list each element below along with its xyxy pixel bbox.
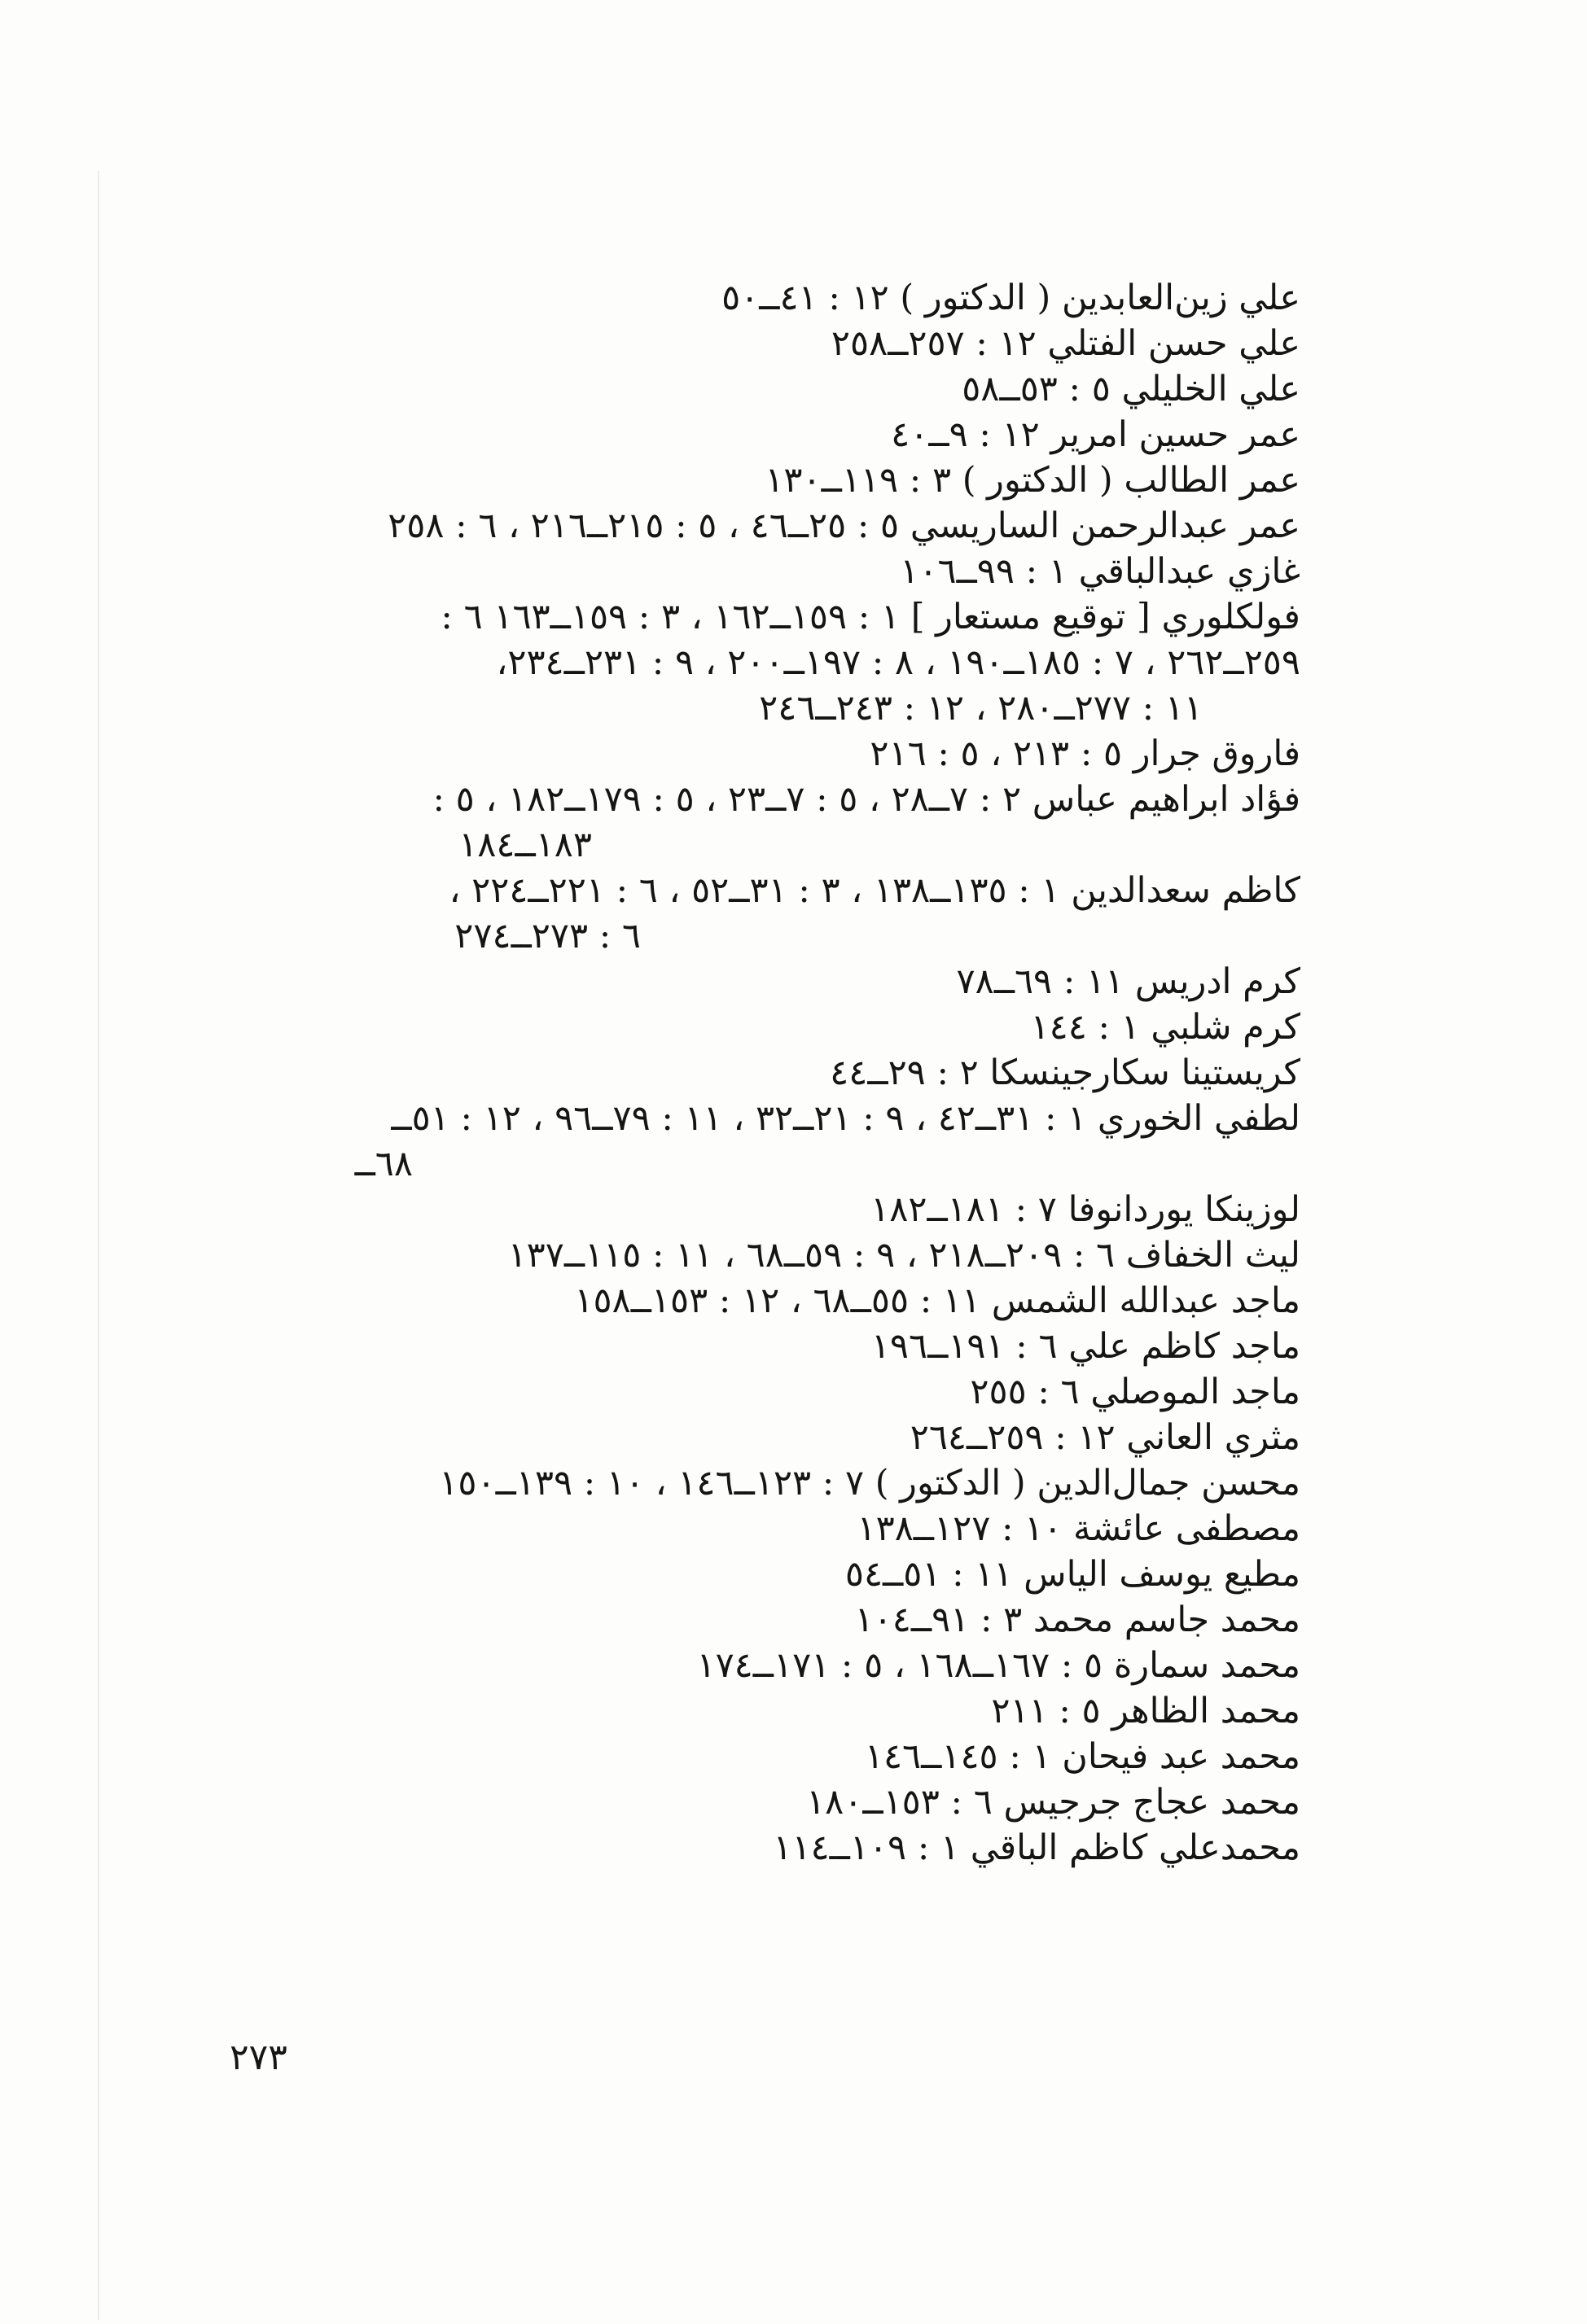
entry-text: ليث الخفاف ٦ : ٢٠٩ــ٢١٨ ، ٩ : ٥٩ــ٦٨ ، ١١ : ١١٥ــ١٣٧ [507,1235,1300,1276]
index-entry [193,1187,1300,1232]
index-entry [193,1415,1300,1460]
page-number: ٢٧٣ [230,2037,287,2078]
entry-text: عمر الطالب ( الدكتور ) ٣ : ١١٩ــ١٣٠ [765,460,1300,501]
entry-text: محمد عجاج جرجيس ٦ : ١٥٣ــ١٨٠ [806,1782,1300,1823]
scan-edge-line [98,171,99,2320]
index-entry [193,594,1300,731]
index-entry [193,777,1300,868]
entry-continuation: ١٨٣ــ١٨٤ [458,825,592,865]
index-entry [193,959,1300,1004]
entry-text: ماجد عبدالله الشمس ١١ : ٥٥ــ٦٨ ، ١٢ : ١٥٣ــ١٥٨ [574,1280,1300,1321]
author-index-list [193,275,1300,1871]
entry-text: فولكلوري [ توقيع مستعار ] ١ : ١٥٩ــ١٦٢ ، ٣ : ١٥٩ــ١٦٣ ٦ : [441,597,1300,637]
index-entry [193,1506,1300,1552]
entry-text: كرم شلبي ١ : ١٤٤ [1030,1007,1300,1048]
index-entry [193,1460,1300,1506]
index-entry [193,275,1300,321]
entry-text: محمدعلي كاظم الباقي ١ : ١٠٩ــ١١٤ [773,1827,1300,1868]
entry-text: فاروق جرار ٥ : ٢١٣ ، ٥ : ٢١٦ [870,733,1300,774]
index-entry [193,1232,1300,1278]
entry-continuation: ١١ : ٢٧٧ــ٢٨٠ ، ١٢ : ٢٤٣ــ٢٤٦ [759,688,1203,729]
index-entry [193,1050,1300,1096]
index-entry [193,1779,1300,1825]
index-entry [193,1004,1300,1050]
index-entry [193,868,1300,959]
entry-text: كرم ادريس ١١ : ٦٩ــ٧٨ [956,961,1300,1002]
entry-text: لوزينكا يوردانوفا ٧ : ١٨١ــ١٨٢ [870,1189,1300,1230]
index-entry [193,1825,1300,1871]
index-entry [193,1096,1300,1187]
entry-text: محمد سمارة ٥ : ١٦٧ــ١٦٨ ، ٥ : ١٧١ــ١٧٤ [696,1645,1300,1686]
entry-text: فؤاد ابراهيم عباس ٢ : ٧ــ٢٨ ، ٥ : ٧ــ٢٣ ، ٥ : ١٧٩ــ١٨٢ ، ٥ : [432,779,1300,820]
entry-text: كريستينا سكارجينسكا ٢ : ٢٩ــ٤٤ [830,1053,1300,1093]
index-entry [193,731,1300,777]
entry-text: عمر عبدالرحمن الساريسي ٥ : ٢٥ــ٤٦ ، ٥ : ٢١٥ــ٢١٦ ، ٦ : ٢٥٨ [388,506,1300,546]
index-entry [193,503,1300,549]
entry-continuation: ٢٥٩ــ٢٦٢ ، ٧ : ١٨٥ــ١٩٠ ، ٨ : ١٩٧ــ٢٠٠ ، ٩ : ٢٣١ــ٢٣٤، [496,642,1300,683]
entry-text: محمد الظاهر ٥ : ٢١١ [991,1691,1300,1731]
entry-text: مصطفى عائشة ١٠ : ١٢٧ــ١٣٨ [857,1508,1300,1549]
entry-text: علي حسن الفتلي ١٢ : ٢٥٧ــ٢٥٨ [831,323,1300,364]
index-entry [193,457,1300,503]
entry-text: علي زين‌العابدين ( الدكتور ) ١٢ : ٤١ــ٥٠ [721,278,1300,318]
entry-text: محمد جاسم محمد ٣ : ٩١ــ١٠٤ [854,1600,1300,1640]
index-entry [193,1643,1300,1688]
entry-text: محسن جمال‌الدين ( الدكتور ) ٧ : ١٢٣ــ١٤٦ ، ١٠ : ١٣٩ــ١٥٠ [439,1463,1300,1503]
entry-text: غازي عبدالباقي ١ : ٩٩ــ١٠٦ [900,551,1300,592]
index-entry [193,412,1300,457]
entry-text: علي الخليلي ٥ : ٥٣ــ٥٨ [962,369,1300,409]
entry-text: لطفي الخوري ١ : ٣١ــ٤٢ ، ٩ : ٢١ــ٣٢ ، ١١ : ٧٩ــ٩٦ ، ١٢ : ٥١ــ [391,1098,1300,1139]
entry-text: محمد عبد فيحان ١ : ١٤٥ــ١٤٦ [864,1736,1300,1777]
index-entry [193,366,1300,412]
index-entry [193,1369,1300,1415]
index-entry [193,1278,1300,1324]
index-entry [193,321,1300,366]
entry-text: مثري العاني ١٢ : ٢٥٩ــ٢٦٤ [910,1417,1300,1458]
entry-continuation: ٦٨ــ [354,1144,413,1184]
entry-text: ماجد كاظم علي ٦ : ١٩١ــ١٩٦ [870,1326,1300,1367]
index-entry [193,549,1300,594]
entry-text: كاظم سعدالدين ١ : ١٣٥ــ١٣٨ ، ٣ : ٣١ــ٥٢ ، ٦ : ٢٢١ــ٢٢٤ ، [449,870,1300,911]
index-entry [193,1597,1300,1643]
index-entry [193,1324,1300,1369]
entry-text: عمر حسين امرير ١٢ : ٩ــ٤٠ [891,414,1300,455]
entry-continuation: ٦ : ٢٧٣ــ٢٧٤ [454,916,641,956]
index-entry [193,1552,1300,1597]
entry-text: مطيع يوسف الياس ١١ : ٥١ــ٥٤ [844,1554,1300,1595]
entry-text: ماجد الموصلي ٦ : ٢٥٥ [970,1372,1300,1412]
index-entry [193,1688,1300,1734]
index-entry [193,1734,1300,1779]
